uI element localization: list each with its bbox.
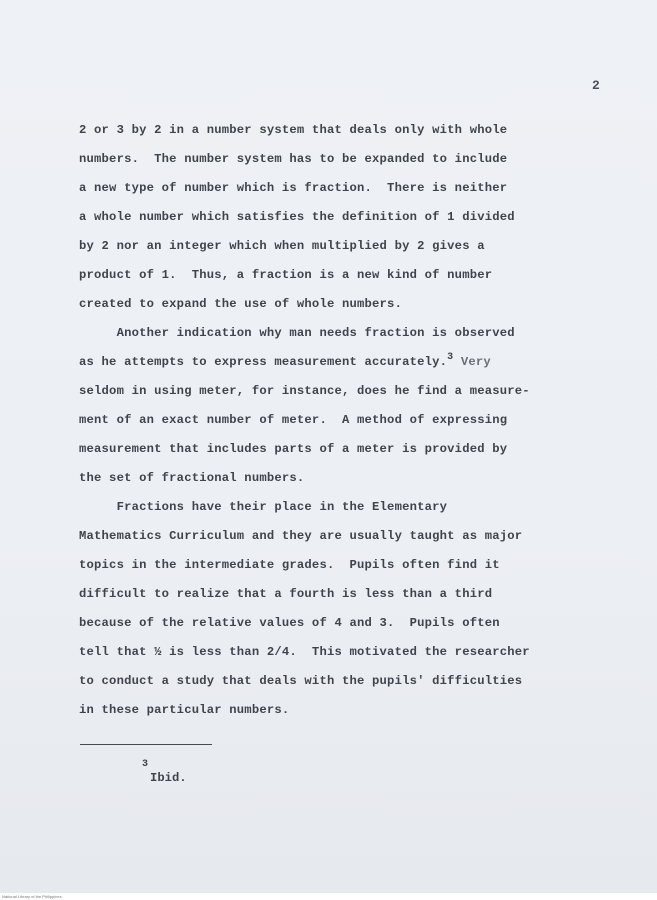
text-line-with-footnote xyxy=(79,348,619,377)
text-line: to conduct a study that deals with the pupils' difficulties xyxy=(79,674,523,688)
scan-credit: National Library of the Philippines xyxy=(2,894,62,899)
text-line: topics in the intermediate grades. Pupils often find it xyxy=(79,558,500,572)
text-line: Mathematics Curriculum and they are usually taught as major xyxy=(79,529,523,543)
text-line: created to expand the use of whole numbers. xyxy=(79,297,403,311)
text-line: seldom in using meter, for instance, does he find a measure- xyxy=(79,384,530,398)
text-line: numbers. The number system has to be expanded to include xyxy=(79,152,508,166)
text-line: ment of an exact number of meter. A method of expressing xyxy=(79,413,508,427)
text-line-part: as he attempts to express measurement accurately. xyxy=(79,355,448,369)
footnote xyxy=(142,760,187,786)
text-line: measurement that includes parts of a meter is provided by xyxy=(79,442,508,456)
text-line: in these particular numbers. xyxy=(79,703,290,717)
text-line: Fractions have their place in the Elementary xyxy=(79,500,448,514)
scan-footer-strip xyxy=(0,893,657,900)
text-line: the set of fractional numbers. xyxy=(79,471,305,485)
text-line: Another indication why man needs fraction is observed xyxy=(79,326,515,340)
paragraph-1 xyxy=(79,116,619,319)
page-number: 2 xyxy=(592,78,600,93)
footnote-divider xyxy=(80,744,212,745)
text-line: a whole number which satisfies the definition of 1 divided xyxy=(79,210,515,224)
text-line: difficult to realize that a fourth is less than a third xyxy=(79,587,493,601)
paragraph-2 xyxy=(79,319,619,493)
footnote-mark: 3 xyxy=(142,759,149,770)
text-line: by 2 nor an integer which when multiplied by 2 gives a xyxy=(79,239,485,253)
text-line: 2 or 3 by 2 in a number system that deals only with whole xyxy=(79,123,508,137)
text-line: tell that ½ is less than 2/4. This motivated the researcher xyxy=(79,645,530,659)
text-line: a new type of number which is fraction. There is neither xyxy=(79,181,508,195)
paragraph-3 xyxy=(79,493,619,725)
text-line: because of the relative values of 4 and 3. Pupils often xyxy=(79,616,500,630)
text-line: product of 1. Thus, a fraction is a new kind of number xyxy=(79,268,493,282)
text-line-part: Very xyxy=(453,355,491,369)
footnote-text: Ibid. xyxy=(150,771,187,785)
footnote-reference: 3 xyxy=(447,352,454,363)
